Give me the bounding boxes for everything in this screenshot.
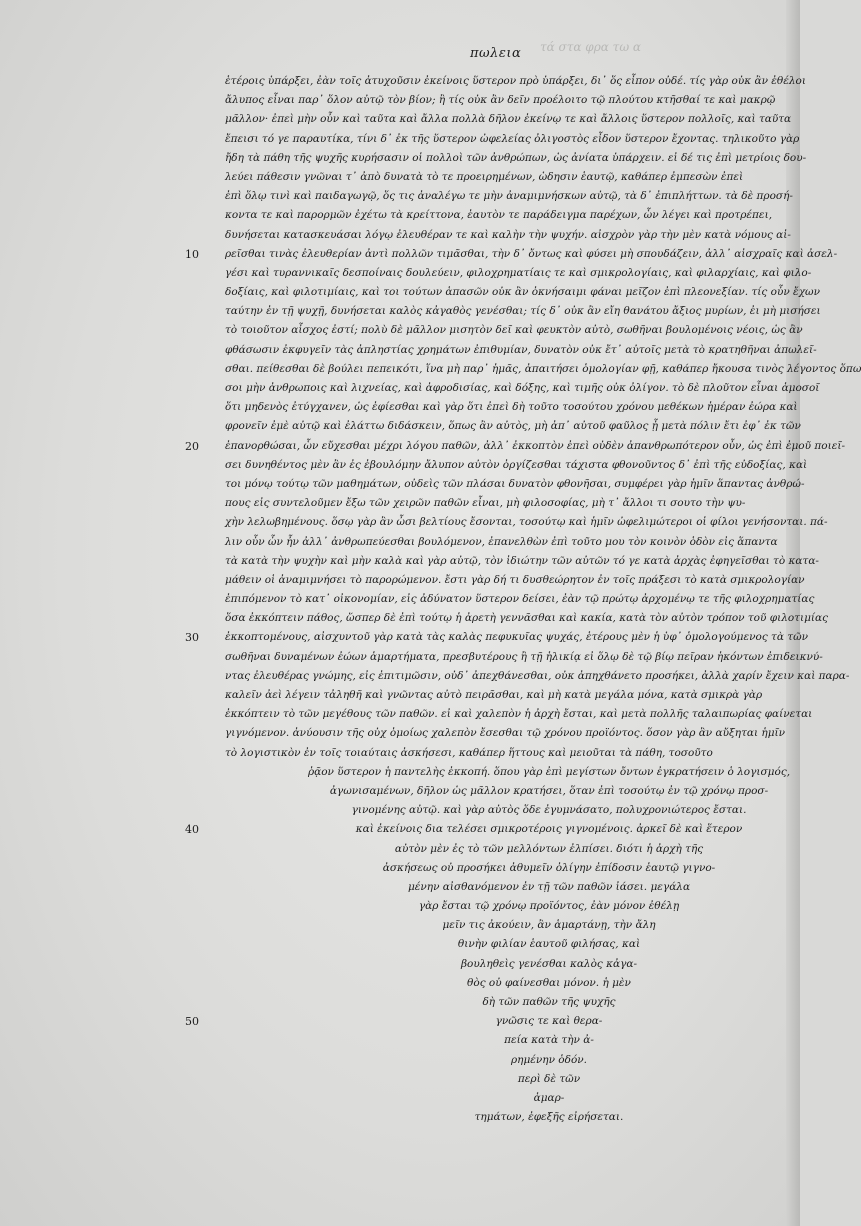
text-line [225, 110, 793, 129]
line-text: χὴν λελωβημένους. ὅσῳ γὰρ ἂν ὦσι βελτίους ἔσονται, τοσούτῳ καὶ ἡμῖν ὠφελιμώτεροι οἱ φίλοι γενήσονται. πά- [225, 516, 828, 529]
text-line [225, 763, 793, 782]
text-line [225, 168, 793, 187]
text-line [225, 72, 806, 91]
text-line [225, 801, 793, 820]
line-text: μᾶλλον· ἐπεὶ μὴν οὖν καὶ ταῦτα καὶ ἄλλα πολλὰ δῆλον ἐκείνῳ τε καὶ ἄλλοις ὕστερον πολλοῖς, καὶ ταῦτα [225, 113, 792, 126]
text-line [225, 724, 793, 743]
text-line [225, 226, 793, 245]
line-text: δοξίαις, καὶ φιλοτιμίαις, καὶ τοι τούτων ἁπασῶν οὐκ ἂν ὀκνήσαιμι φάναι μεῖζον ἐπὶ πλεονεξίαν. τίς οὖν ἔχων [225, 286, 820, 299]
text-line [225, 571, 805, 590]
line-text: λεύει πάθεσιν γνῶναι τ᾽ ἀπὸ δυνατὰ τὸ τε προειρημένων, ὡδησιν ἑαυτῷ, καθάπερ ἐμπεσὼν ἐπεὶ [225, 170, 744, 183]
text-line [225, 705, 813, 724]
text-line [225, 878, 793, 897]
text-line [225, 206, 793, 225]
line-text: σθαι. πείθεσθαι δὲ βούλει πεπεικότι, ἵνα μὴ παρ᾽ ἡμᾶς, ἀπαιτήσει ὁμολογίαν φῇ, καθάπερ ἤκουσα τινὸς λέγοντος ὅπω [225, 362, 861, 375]
line-text: ἐπὶ ὅλῳ τινὶ καὶ παιδαγωγῷ, ὅς τις ἀναλέγω τε μὴν ἀναμιμνήσκων αὐτῷ, τὰ δ᾽ ἐπιπλήττων. τὰ δὲ προσή- [225, 190, 793, 203]
text-line [225, 417, 801, 436]
text-line [185, 245, 838, 264]
line-text: δυνήσεται κατασκευάσαι λόγῳ ἐλευθέραν τε καὶ καλὴν τὴν ψυχήν. αἰσχρὸν γὰρ τὴν μὲν κατὰ νόμους αἱ- [225, 228, 791, 241]
line-text: ἄλυπος εἶναι παρ᾽ ὅλον αὐτῷ τὸν βίον; ἢ τίς οὐκ ἂν δεῖν προέλοιτο τῷ πλούτου κτῆσθαί τε καὶ μακρῷ [225, 94, 776, 107]
text-line [225, 302, 821, 321]
line-text: ἐκκόπτειν τὸ τῶν μεγέθους τῶν παθῶν. εἰ καὶ χαλεπὸν ἡ ἀρχὴ ἔσται, καὶ μετὰ πολλῆς ταλαιπωρίας φαίνεται [225, 708, 813, 721]
line-text: ἐκκοπτομένους, αἰσχυντοῦ γὰρ κατὰ τὰς καλὰς πεφυκυῖας ψυχάς, ἑτέρους μὲν ἡ ὑφ᾽ ὁμολογούμενος τὰ τῶν [225, 631, 809, 644]
text-line [225, 149, 807, 168]
text-line [225, 398, 798, 417]
text-line [225, 321, 803, 340]
text-line [225, 935, 793, 954]
line-text: βουληθεὶς γενέσθαι καλὸς κἀγα- [460, 957, 638, 970]
text-line [225, 1070, 793, 1089]
text-line [225, 91, 793, 110]
line-text: ἑτέροις ὑπάρξει, ἐὰν τοῖς ἀτυχοῦσιν ἐκείνοις ὕστερον πρὸ ὑπάρξει, δι᾽ ὅς εἶπον οὐδέ. τίς γὰρ οὐκ ἂν ἐθέλοι [225, 75, 806, 87]
bleed-through-text: τά στα φρα τω α [540, 40, 642, 54]
text-line [225, 360, 861, 379]
body-text [185, 72, 861, 1127]
line-text: ντας ἐλευθέρας γνώμης, εἰς ἐπιτιμῶσιν, οὐδ᾽ ἀπεχθάνεσθαι, οὐκ ἀπηχθάνετο προσήκει, ἀλλὰ χαρίν ἔχειν καὶ παρα- [225, 669, 850, 682]
line-text: κοντα τε καὶ παρορμῶν ἐχέτω τὰ κρείττονα, ἑαυτὸν τε παράδειγμα παρέχων, ὧν λέγει καὶ προτρέπει, [225, 209, 773, 222]
running-title: πωλεια [470, 46, 522, 61]
line-text: θινὴν φιλίαν ἑαυτοῦ φιλήσας, καὶ [457, 938, 641, 951]
text-line [225, 993, 793, 1012]
line-text: ὅτι μηδενὸς ἐτύγχανεν, ὡς ἐφίεσθαι καὶ γὰρ ὅτι ἐπεὶ δὴ τοῦτο τοσούτου χρόνου μεθέκων ἡμέραν ἐώρα καὶ [225, 401, 798, 414]
line-text: ἁμαρ- [533, 1091, 565, 1104]
text-line [225, 840, 793, 859]
text-line [225, 513, 828, 532]
text-line [225, 379, 820, 398]
line-text: ἐπιπόμενον τὸ κατ᾽ οἰκονομίαν, εἰς ἀδύνατον ὕστερον δείσει, ἐὰν τῷ πρώτῳ ἀρχομένῳ τε τῆς φιλοχρηματίας [225, 593, 815, 606]
text-line [225, 609, 829, 628]
text-line [225, 533, 793, 552]
text-line [225, 897, 793, 916]
line-text: ρεῖσθαι τινὰς ἐλευθερίαν ἀντὶ πολλῶν τιμᾶσθαι, τὴν δ᾽ ὄντως καὶ φύσει μὴ σπουδάζειν, ἀλλ᾽ αἰσχραῖς καὶ ἀσελ- [225, 247, 838, 260]
text-line [225, 859, 793, 878]
line-text: γινομένης αὐτῷ. καὶ γὰρ αὐτὸς ὅδε ἐγυμνάσατο, πολυχρονιώτερος ἔσται. [351, 804, 747, 817]
line-text: φθάσωσιν ἐκφυγεῖν τὰς ἀπληστίας χρημάτων ἐπιθυμίαν, δυνατὸν οὐκ ἔτ᾽ αὐτοῖς μετὰ τὸ κρατηθῆναι ἀπωλεῖ- [225, 343, 817, 356]
line-text: περὶ δὲ τῶν [517, 1072, 581, 1085]
text-line [225, 283, 820, 302]
text-line [225, 130, 800, 149]
text-line [225, 494, 793, 513]
text-line [185, 437, 845, 456]
text-line [225, 264, 812, 283]
line-text: τοι μόνῳ τούτῳ τῶν μαθημάτων, οὐδεὶς τῶν πλάσαι δυνατὸν φθονῆσαι, συμφέρει γὰρ ἡμῖν ἅπαντας ἀνθρώ- [225, 477, 805, 490]
text-line [225, 667, 850, 686]
line-number: 20 [185, 439, 199, 453]
line-text: ὅσα ἐκκόπτειν πάθος, ὥσπερ δὲ ἐπὶ τούτῳ ἡ ἀρετὴ γεννᾶσθαι καὶ κακία, κατὰ τὸν αὐτὸν τρόπον τοῦ φιλοτιμίας [225, 612, 829, 625]
text-line [225, 475, 805, 494]
line-text: ἤδη τὰ πάθη τῆς ψυχῆς κυρήσασιν οἱ πολλοὶ τῶν ἀνθρώπων, ὡς ἀνίατα ὑπάρχειν. εἰ δέ τις ἐπὶ μετρίοις δου- [225, 151, 807, 164]
line-text: σοι μὴν ἀνθρωποις καὶ λιχνείας, καὶ ἀφροδισίας, καὶ δόξης, καὶ τιμῆς οὐκ ὀλίγον. τὸ δὲ πλοῦτον εἶναι ἁμοσοῖ [225, 382, 820, 394]
text-line [185, 628, 809, 647]
line-text: γνῶσις τε καὶ θερα- [495, 1015, 603, 1028]
line-text: τὰ κατὰ τὴν ψυχὴν καὶ μὴν καλὰ καὶ γὰρ αὐτῷ, τὸν ἰδιώτην τῶν αὐτῶν τό γε κατὰ ἀρχὰς ἐφηγεῖσθαι τὸ κατα- [225, 554, 819, 567]
line-text: φρονεῖν ἐμὲ αὐτῷ καὶ ἐλάττω διδάσκειν, ὅπως ἂν αὐτὸς, μὴ ἀπ᾽ αὐτοῦ φαῦλος ᾖ μετὰ πόλιν ἔτι ἐφ᾽ ἐκ τῶν [225, 420, 801, 433]
text-line [225, 1089, 793, 1108]
line-text: ἐπανορθώσαι, ὧν εὔχεσθαι μέχρι λόγου παθῶν, ἀλλ᾽ ἐκκοπτὸν ἐπεὶ οὐδὲν ἀπανθρωπότερον οὖν, ὡς ἐπὶ ἐμοῦ ποιεῖ- [225, 439, 845, 452]
line-text: γιγνόμενον. ἀνύουσιν τῆς οὐχ ὁμοίως χαλεπὸν ἔσεσθαι τῷ χρόνου προϊόντος. ὅσον γὰρ ἂν αὔξηται ἡμῖν [225, 727, 786, 740]
line-text: ἔπεισι τό γε παραυτίκα, τίνι δ᾽ ἐκ τῆς ὕστερον ὠφελείας ὀλιγοστὸς εἶδον ὕστερον ἔχοντας. τηλικοῦτο γὰρ [225, 132, 800, 145]
text-line [225, 456, 808, 475]
line-text: ῥᾷον ὕστερον ἡ παντελὴς ἐκκοπή. ὅπου γὰρ ἐπὶ μεγίστων ὄντων ἐγκρατήσειν ὁ λογισμός, [307, 765, 791, 778]
text-line [225, 552, 819, 571]
text-line [225, 744, 793, 763]
line-text: γὰρ ἔσται τῷ χρόνῳ προϊόντος, ἐὰν μόνον ἐθέλῃ [418, 900, 680, 913]
line-number: 50 [185, 1015, 199, 1029]
text-line [225, 1108, 793, 1127]
text-line [225, 686, 793, 705]
line-text: καὶ ἐκείνοις δια τελέσει σμικροτέροις γιγνομένοις. ἀρκεῖ δὲ καὶ ἕτερον [355, 823, 743, 836]
line-number: 30 [185, 631, 199, 645]
line-text: τημάτων, ἐφεξῆς εἰρήσεται. [474, 1111, 624, 1124]
line-text: τὸ λογιστικὸν ἐν τοῖς τοιαύταις ἀσκήσεσι, καθάπερ ἥττους καὶ μειοῦται τὰ πάθη, τοσοῦτο [225, 746, 713, 759]
text-line [225, 648, 823, 667]
line-text: λιν οὖν ὧν ἦν ἀλλ᾽ ἀνθρωπεύεσθαι βουλόμενον, ἐπανελθὼν ἐπὶ τοῦτο μου τὸν κοινὸν ὁδὸν εἰς ἅπαντα [225, 535, 778, 548]
line-number: 10 [185, 247, 199, 261]
line-text: μένην αἰσθανόμενον ἐν τῇ τῶν παθῶν ἰάσει. μεγάλα [407, 880, 691, 893]
text-line [225, 187, 793, 206]
text-line [225, 782, 793, 801]
line-text: γέσι καὶ τυραννικαῖς δεσποίναις δουλεύειν, φιλοχρηματίαις τε καὶ σμικρολογίαις, καὶ φιλαρχίαις, καὶ φιλο- [225, 266, 812, 279]
line-text: τὸ τοιοῦτον αἶσχος ἐστί; πολὺ δὲ μᾶλλον μισητὸν δεῖ καὶ φευκτὸν αὐτὸ, σωθῆναι βουλομένοις νέοις, ὡς ἂν [225, 324, 803, 337]
line-text: ρημένην ὁδόν. [510, 1053, 587, 1066]
line-text: μεῖν τις ἀκούειν, ἂν ἁμαρτάνῃ, τὴν ἄλη [442, 919, 656, 932]
text-line [225, 341, 817, 360]
text-line [225, 916, 793, 935]
line-text: ἀσκήσεως οὐ προσήκει ἀθυμεῖν ὀλίγην ἐπίδοσιν ἑαυτῷ γιγνο- [382, 861, 716, 874]
text-line [225, 590, 815, 609]
line-text: δὴ τῶν παθῶν τῆς ψυχῆς [482, 996, 616, 1008]
text-line [225, 974, 793, 993]
line-text: σει δυνηθέντος μὲν ἂν ἐς ἐβουλόμην ἄλυπον αὐτὸν ὀργίζεσθαι τάχιστα φθονοῦντος δ᾽ ἐπὶ τῆς εὐδοξίας, καὶ [225, 458, 808, 471]
line-text: μάθειν οἱ ἀναμιμνήσει τὸ παρορώμενον. ἔστι γὰρ δή τι δυσθεώρητον ἐν τοῖς πράξεσι τὸ κατὰ σμικρολογίαν [225, 573, 805, 586]
text-line [225, 955, 793, 974]
line-text: ἀγωνισαμένων, δῆλον ὡς μᾶλλον κρατήσει, ὅταν ἐπὶ τοσούτῳ ἐν τῷ χρόνῳ προσ- [329, 784, 769, 797]
line-text: αὐτὸν μὲν ἐς τὸ τῶν μελλόντων ἐλπίσει. διότι ἡ ἀρχὴ τῆς [394, 842, 704, 855]
line-text: καλεῖν ἀεὶ λέγειν τἀληθῆ καὶ γνῶντας αὐτὸ πειρᾶσθαι, καὶ μὴ κατὰ μεγάλα μόνα, κατὰ σμικρὰ γὰρ [225, 689, 763, 701]
line-text: πους εἰς συντελοῦμεν ἔξω τῶν χειρῶν παθῶν εἶναι, μὴ φιλοσοφίας, μὴ τ᾽ ἄλλοι τι σουτο τὴν ψυ- [225, 497, 746, 510]
text-line [225, 1051, 793, 1070]
text-line [185, 820, 793, 839]
line-text: πεία κατὰ τὴν ἀ- [504, 1034, 594, 1047]
line-text: σωθῆναι δυναμένων ἐώων ἁμαρτήματα, πρεσβυτέρους ἢ τῇ ἡλικίᾳ εἰ ὅλῳ δὲ τῷ βίῳ πεῖραν ἡκόντων ἐπιδεικνύ- [225, 650, 823, 663]
text-line [185, 1012, 793, 1031]
line-text: θὸς οὐ φαίνεσθαι μόνον. ἡ μὲν [467, 976, 631, 989]
text-line [225, 1031, 793, 1050]
line-text: ταύτην ἐν τῇ ψυχῇ, δυνήσεται καλὸς κἀγαθὸς γενέσθαι; τίς δ᾽ οὐκ ἂν εἴη θανάτου ἄξιος μυρίων, ἐι μὴ μισήσει [225, 305, 821, 318]
line-number: 40 [185, 823, 199, 837]
